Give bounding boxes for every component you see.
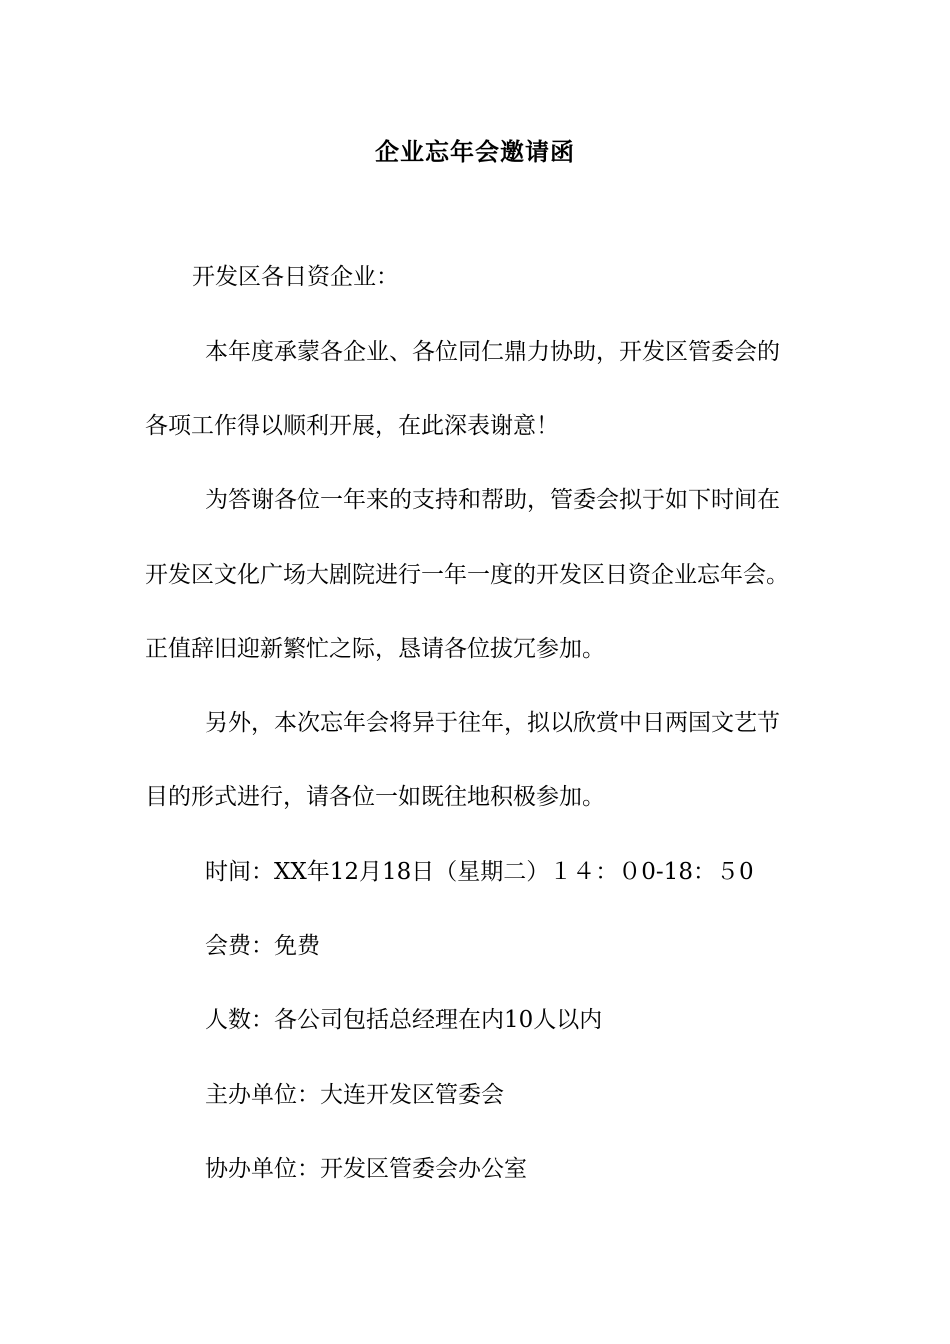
paragraph-3-line-2: 目的形式进行，请各位一如既往地积极参加。 — [145, 784, 605, 810]
detail-attendees: 人数：各公司包括总经理在内10人以内 — [205, 1007, 603, 1033]
paragraph-1-line-2: 各项工作得以顺利开展，在此深表谢意！ — [145, 413, 559, 439]
detail-fee: 会费：免费 — [205, 933, 320, 959]
paragraph-2-line-1: 为答谢各位一年来的支持和帮助，管委会拟于如下时间在 — [205, 487, 780, 513]
paragraph-1-line-1: 本年度承蒙各企业、各位同仁鼎力协助，开发区管委会的 — [205, 339, 780, 365]
salutation: 开发区各日资企业： — [192, 264, 399, 290]
paragraph-3-line-1: 另外，本次忘年会将异于往年，拟以欣赏中日两国文艺节 — [205, 710, 780, 736]
detail-organizer: 主办单位：大连开发区管委会 — [205, 1082, 504, 1108]
detail-time: 时间：XX年12月18日（星期二）１４：０0-18：５0 — [205, 859, 754, 885]
paragraph-2-line-3: 正值辞旧迎新繁忙之际，恳请各位拔冗参加。 — [145, 636, 605, 662]
document-title: 企业忘年会邀请函 — [375, 137, 575, 166]
paragraph-2-line-2: 开发区文化广场大剧院进行一年一度的开发区日资企业忘年会。 — [145, 562, 789, 588]
detail-co-organizer: 协办单位：开发区管委会办公室 — [205, 1156, 527, 1182]
